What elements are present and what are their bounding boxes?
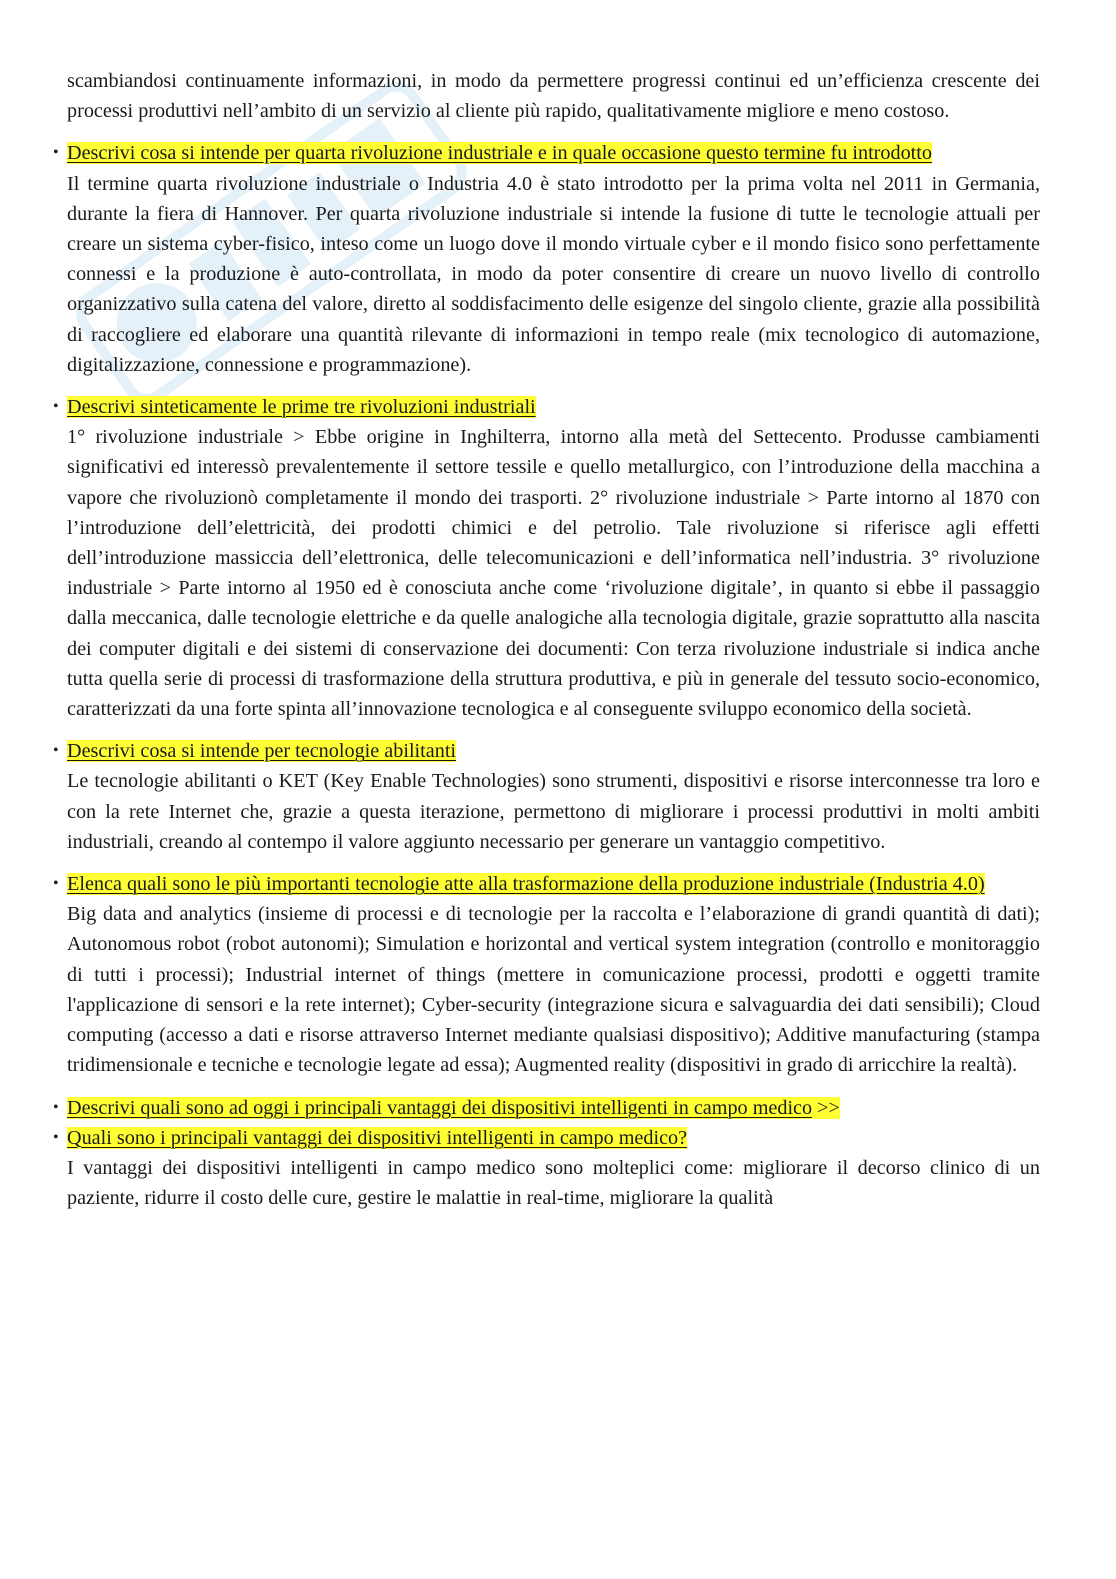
- question-text: Descrivi quali sono ad oggi i principali vantaggi dei dispositivi intelligenti in campo medico: [67, 1096, 813, 1119]
- answer-paragraph: I vantaggi dei dispositivi intelligenti in campo medico sono molteplici come: migliorare il decorso clinico di un paziente, ridurre il costo delle cure, gestire le malattie in real-time, migliorare la qualità: [67, 1156, 1040, 1210]
- section-3: [53, 736, 1040, 857]
- question-text: Descrivi sinteticamente le prime tre rivoluzioni industriali: [67, 396, 536, 419]
- question-heading: [53, 1093, 1040, 1123]
- answer-paragraph: Il termine quarta rivoluzione industriale o Industria 4.0 è stato introdotto per la prima volta nel 2011 in Germania, durante la fiera di Hannover. Per quarta rivoluzione industriale si intende la fusione di tutte le tecnologie attuali per creare un sistema cyber-fisico, inteso come un luogo dove il mondo virtuale cyber e il mondo fisico sono perfettamente connessi e la produzione è auto-controllata, in modo da poter consentire di creare un nuovo livello di controllo organizzativo sulla catena del valore, diretto al soddisfacimento delle esigenze del singolo cliente, grazie alla possibilità di raccogliere ed elaborare una quantità rilevante di informazioni in tempo reale (mix tecnologico di automazione, digitalizzazione, connessione e programmazione).: [67, 172, 1040, 376]
- question-text: Elenca quali sono le più importanti tecnologie atte alla trasformazione della produzione industriale (Industria 4.0): [67, 873, 985, 896]
- intro-paragraph: scambiandosi continuamente informazioni, in modo da permettere progressi continui ed un’efficienza crescente dei processi produttivi nell’ambito di un servizio al cliente più rapido, qualitativamente migliore e meno costoso.: [67, 70, 1040, 123]
- answer-paragraph: 1° rivoluzione industriale > Ebbe origine in Inghilterra, intorno alla metà del Settecento. Produsse cambiamenti significativi ed interessò prevalentemente il settore tessile e quello metallurgico, con l’introduzione della macchina a vapore che rivoluzionò completamente il mondo dei trasporti. 2° rivoluzione industriale > Parte intorno al 1870 con l’introduzione dell’elettricità, dei prodotti chimici e del petrolio. Tale rivoluzione si riferisce agli effetti dell’introduzione massiccia dell’elettronica, delle telecomunicazioni e dell’informatica nell’industria. 3° rivoluzione industriale > Parte intorno al 1950 ed è conosciuta anche come ‘rivoluzione digitale’, in quanto si ebbe il passaggio dalla meccanica, dalle tecnologie elettriche e da quelle analogiche alla tecnologia digitale, grazie soprattutto alla nascita dei computer digitali e dei sistemi di conservazione dei documenti: Con terza rivoluzione industriale si indica anche tutta quella serie di processi di trasformazione della struttura produttiva, e più in generale del tessuto socio-economico, caratterizzati da una forte spinta all’innovazione tecnologica e al conseguente sviluppo economico della società.: [67, 426, 1040, 721]
- bullet-icon: •: [53, 1098, 59, 1116]
- answer-paragraph: Le tecnologie abilitanti o KET (Key Enable Technologies) sono strumenti, dispositivi e risorse interconnesse tra loro e con la rete Internet che, grazie a questa iterazione, permettono di migliorare i processi produttivi in molti ambiti industriali, creando al contempo il valore aggiunto necessario per generare un vantaggio competitivo.: [67, 770, 1040, 853]
- bullet-icon: •: [53, 398, 59, 416]
- question-text: Descrivi cosa si intende per tecnologie abilitanti: [67, 740, 457, 763]
- question-heading: [53, 869, 1040, 899]
- question-heading: [53, 392, 1040, 422]
- question-suffix: >>: [812, 1096, 840, 1119]
- document-page: [53, 66, 1040, 1225]
- question-heading: [53, 1123, 1040, 1153]
- question-text: Descrivi cosa si intende per quarta rivoluzione industriale e in quale occasione questo termine fu introdotto: [67, 142, 932, 165]
- bullet-icon: •: [53, 144, 59, 162]
- section-5: [53, 1093, 1040, 1214]
- answer-paragraph: Big data and analytics (insieme di processi e di tecnologie per la raccolta e l’elaborazione di grandi quantità di dati); Autonomous robot (robot autonomi); Simulation e horizontal and vertical system integration (controllo e monitoraggio di tutti i processi); Industrial internet of things (mettere in comunicazione processi, prodotti e oggetti tramite l'applicazione di sensori e la rete internet); Cyber-security (integrazione sicura e salvaguardia dei dati sensibili); Cloud computing (accesso a dati e risorse attraverso Internet mediante qualsiasi dispositivo); Additive manufacturing (stampa tridimensionale e tecniche e tecnologie legate ad essa); Augmented reality (dispositivi in grado di arricchire la realtà).: [67, 903, 1040, 1077]
- question-heading: [53, 138, 1040, 168]
- section-2: [53, 392, 1040, 724]
- section-1: [53, 138, 1040, 380]
- bullet-icon: •: [53, 875, 59, 893]
- section-4: [53, 869, 1040, 1080]
- bullet-icon: •: [53, 742, 59, 760]
- question-heading: [53, 736, 1040, 766]
- bullet-icon: •: [53, 1128, 59, 1146]
- question-text: Quali sono i principali vantaggi dei dispositivi intelligenti in campo medico?: [67, 1126, 688, 1149]
